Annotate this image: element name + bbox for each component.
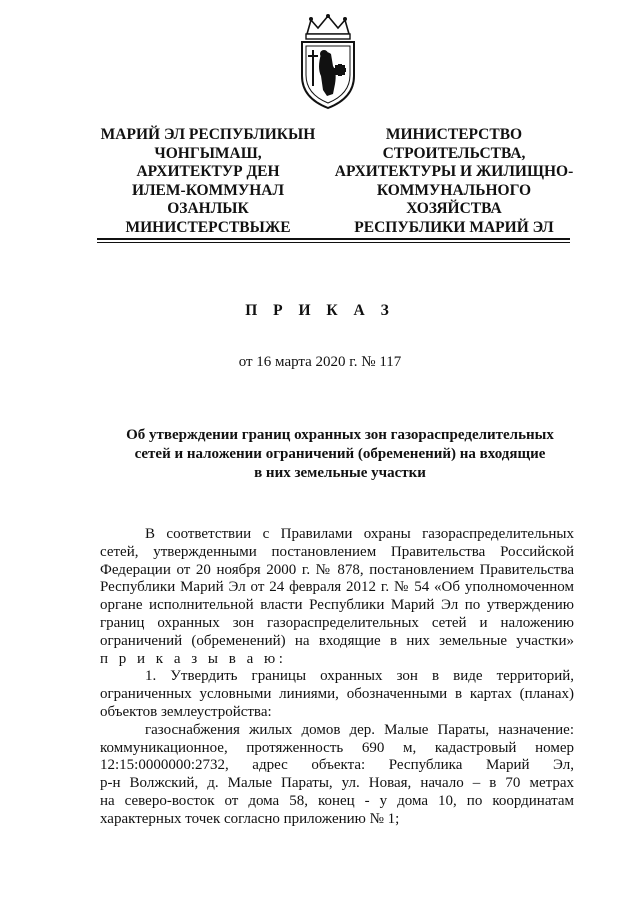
header-left-line: ИЛЕМ-КОММУНАЛ [131,181,285,199]
header-right-line: ХОЗЯЙСТВА [406,200,502,217]
body-line: органе исполнительной власти Республики Марий Эл по утверждению [100,597,574,614]
body-line: ограниченных условными линиями, обозначенными в картах (планах) [100,686,574,703]
document-subject [110,426,570,483]
body-line: Федерации от 20 ноября 2000 г. № 878, постановлением Правительства [100,561,574,578]
header-right-line: МИНИСТЕРСТВО [385,126,523,143]
header-left-line: ОЗАНЛЫК [167,200,249,217]
header-left-line: МАРИЙ ЭЛ РЕСПУБЛИКЫН [100,126,316,143]
body-line: на северо-восток от дома 58, конец - у дома 10, по координатам [100,792,574,809]
body-line: р-н Волжский, д. Малые Параты, ул. Новая, начало – в 70 метрах [100,775,574,792]
header-left-line: МИНИСТЕРСТВЫЖЕ [125,218,291,236]
header-right-line: РЕСПУБЛИКИ МАРИЙ ЭЛ [354,218,554,236]
body-line: сетей, утвержденными постановлением Правительства Российской [100,543,574,560]
header-right-block [330,126,578,237]
header-left-line: ЧОНГЫМАШ, [154,144,262,162]
body-line: коммуникационное, протяженность 690 м, кадастровый номер [100,739,574,756]
document-date-number: от 16 марта 2020 г. № 117 [238,354,402,370]
document-title: П Р И К А З [245,302,395,319]
subject-line: сетей и наложении ограничений (обременений) на входящие [134,446,546,462]
body-line: ограничений (обременений) на входящие в них земельные участки» [100,632,574,649]
body-line: объектов землеустройства: [100,703,272,720]
body-line: п р и к а з ы в а ю: [100,650,287,667]
body-line: характерных точек согласно приложению № 1; [100,810,400,827]
header-right-line: АРХИТЕКТУРЫ И ЖИЛИЩНО- [334,163,574,180]
body-line: Республики Марий Эл от 24 февраля 2012 г. № 54 «Об уполномоченном [100,579,574,596]
body-line: 1. Утвердить границы охранных зон в виде территорий, [145,668,574,685]
header-divider-thick [97,238,570,240]
body-line: В соответствии с Правилами охраны газораспределительных [145,526,574,542]
subject-line: Об утверждении границ охранных зон газораспределительных [126,427,554,443]
header-right-line: СТРОИТЕЛЬСТВА, [382,144,526,162]
subject-line: в них земельные участки [254,465,426,481]
header-left-line: АРХИТЕКТУР ДЕН [136,163,280,180]
body-line: границ охранных зон газораспределительных сетей и наложению [100,614,574,631]
coat-of-arms-emblem [293,14,363,112]
body-line: 12:15:0000000:2732, адрес объекта: Республика Марий Эл, [100,757,574,774]
header-left-block [92,126,324,237]
header-right-line: КОММУНАЛЬНОГО [376,181,532,199]
header-divider-thin [97,242,570,243]
document-body [100,526,574,829]
body-line: газоснабжения жилых домов дер. Малые Параты, назначение: [145,721,574,738]
